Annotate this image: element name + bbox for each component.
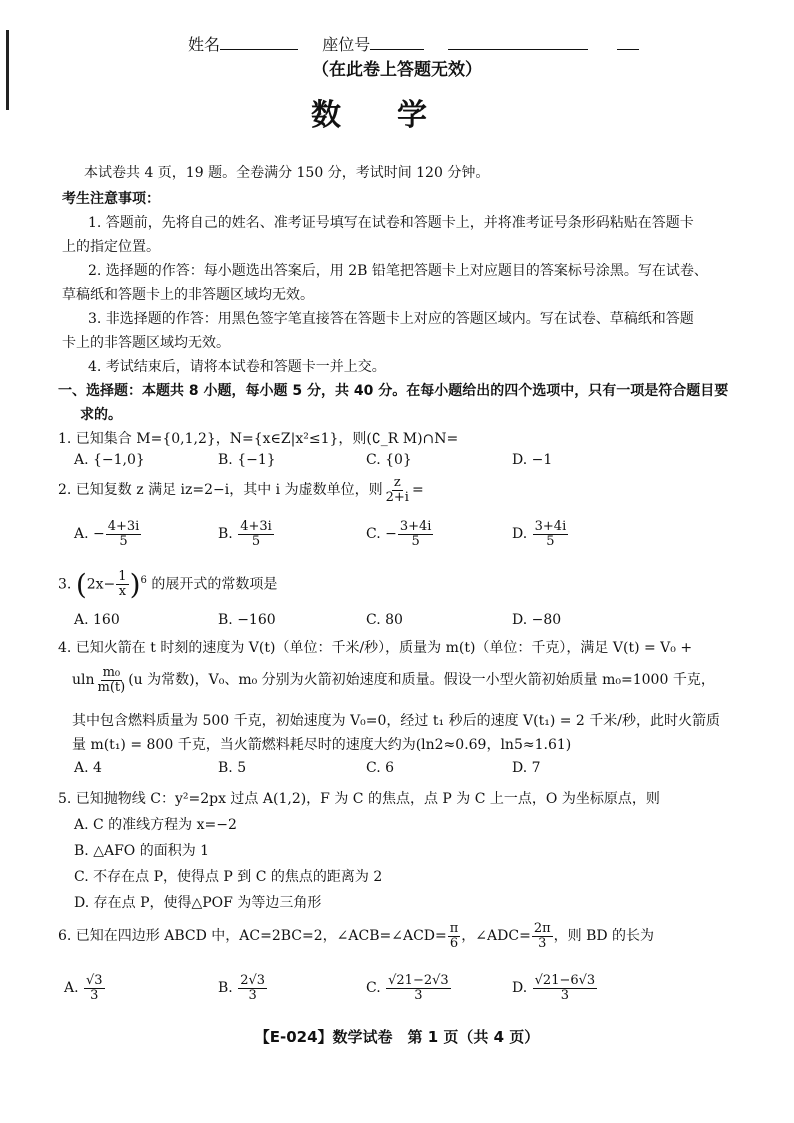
name-label: 姓名 [188, 35, 221, 54]
q2-option-b[interactable]: B. $\frac{4+3i}{5}$ [218, 519, 272, 549]
note-2b: 草稿纸和答题卡上的非答题区域均无效。 [62, 287, 314, 303]
q4-option-a[interactable]: A. 4 [74, 760, 102, 776]
q2-option-a[interactable]: A. − $\frac{4+3i}{5}$ [74, 519, 140, 549]
q6-option-d[interactable]: D. $\frac{√21-6√3}{3}$ [512, 973, 596, 1003]
q1-option-a[interactable]: A. {−1,0} [74, 452, 145, 468]
q1-option-c[interactable]: C. {0} [366, 452, 412, 468]
q4-line-4: 量 m(t₁) = 800 千克，当火箭燃料耗尽时的速度大约为(ln2≈0.69，ln5≈1.61) [72, 737, 572, 753]
q4-line-2: uln $\frac{\text{m₀}}{m(t)}$ (u 为常数)，V₀、m₀ 分别为火箭初始速度和质量。假设一小型火箭初始质量 m₀=1000 千克， [72, 665, 715, 695]
q4-option-d[interactable]: D. 7 [512, 760, 541, 776]
seat-label: 座位号 [322, 35, 371, 54]
q4-option-b[interactable]: B. 5 [218, 760, 247, 776]
q3-option-d[interactable]: D. −80 [512, 612, 562, 628]
note-4: 4. 考试结束后，请将本试卷和答题卡一并上交。 [88, 359, 386, 375]
q4-line-1: 4. 已知火箭在 t 时刻的速度为 V(t)（单位：千米/秒），质量为 m(t)（单位：千克），满足 V(t) = V₀ + [58, 640, 693, 656]
q3-option-b[interactable]: B. −160 [218, 612, 276, 628]
q2-stem: 2. 已知复数 z 满足 iz=2−i，其中 i 为虚数单位，则 $\frac{z}{2+i}$ = [58, 475, 424, 505]
q1-option-d[interactable]: D. −1 [512, 452, 553, 468]
section-heading-1: 一、选择题：本题共 8 小题，每小题 5 分，共 40 分。在每小题给出的四个选项中，只有一项是符合题目要 [58, 383, 729, 399]
section-heading-2: 求的。 [80, 407, 122, 423]
q2-stem-fraction: $\frac{z}{2+i}$ [385, 475, 409, 505]
name-field[interactable] [188, 32, 639, 55]
page-footer: 【E-024】数学试卷 第 1 页（共 4 页） [254, 1028, 540, 1046]
q6-option-a[interactable]: A. $\frac{√3}{3}$ [64, 973, 103, 1003]
invalid-notice: （在此卷上答题无效） [312, 60, 482, 80]
q3-option-a[interactable]: A. 160 [74, 612, 120, 628]
q4-option-c[interactable]: C. 6 [366, 760, 395, 776]
q6-option-b[interactable]: B. $\frac{2√3}{3}$ [218, 973, 266, 1003]
extra-blank [448, 35, 588, 50]
q3-stem: 3. (2x− $\frac{1}{x}$ )$^6$ 的展开式的常数项是 [58, 568, 278, 601]
q5-option-d[interactable]: D. 存在点 P，使得△POF 为等边三角形 [74, 895, 322, 911]
q1-stem: 1. 已知集合 M={0,1,2}，N={x∈Z|x²≤1}，则(∁_R M)∩N= [58, 431, 459, 447]
q5-option-b[interactable]: B. △AFO 的面积为 1 [74, 843, 210, 859]
note-2a: 2. 选择题的作答：每小题选出答案后，用 2B 铅笔把答题卡上对应题目的答案标号涂黑。写在试卷、 [88, 263, 708, 279]
q4-line-3: 其中包含燃料质量为 500 千克，初始速度为 V₀=0，经过 t₁ 秒后的速度 V(t₁) = 2 千米/秒，此时火箭质 [72, 713, 720, 729]
q3-option-c[interactable]: C. 80 [366, 612, 403, 628]
note-1a: 1. 答题前，先将自己的姓名、准考证号填写在试卷和答题卡上，并将准考证号条形码粘贴在答题卡 [88, 215, 694, 231]
q5-option-c[interactable]: C. 不存在点 P，使得点 P 到 C 的焦点的距离为 2 [74, 869, 383, 885]
q2-option-d[interactable]: D. $\frac{3+4i}{5}$ [512, 519, 567, 549]
note-3a: 3. 非选择题的作答：用黑色签字笔直接答在答题卡上对应的答题区域内。写在试卷、草稿纸和答题 [88, 311, 694, 327]
q5-option-a[interactable]: A. C 的准线方程为 x=−2 [74, 817, 237, 833]
q6-option-c[interactable]: C. $\frac{√21-2√3}{3}$ [366, 973, 449, 1003]
notes-heading: 考生注意事项： [62, 191, 160, 207]
q6-stem: 6. 已知在四边形 ABCD 中，AC=2BC=2，∠ACB=∠ACD= $\frac{\pi}{6}$ ，∠ADC= $\frac{2\pi}{3}$ ，则 BD 的长为 [58, 921, 655, 951]
q1-option-b[interactable]: B. {−1} [218, 452, 276, 468]
page-title: 数学 [311, 98, 483, 133]
note-3b: 卡上的非答题区域均无效。 [62, 335, 230, 351]
note-1b: 上的指定位置。 [62, 239, 160, 255]
extra-blank-2 [617, 35, 639, 50]
q2-option-c[interactable]: C. − $\frac{3+4i}{5}$ [366, 519, 432, 549]
q5-stem: 5. 已知抛物线 C：y²=2px 过点 A(1,2)，F 为 C 的焦点，点 P 为 C 上一点，O 为坐标原点，则 [58, 791, 660, 807]
intro-text: 本试卷共 4 页，19 题。全卷满分 150 分，考试时间 120 分钟。 [84, 165, 490, 181]
